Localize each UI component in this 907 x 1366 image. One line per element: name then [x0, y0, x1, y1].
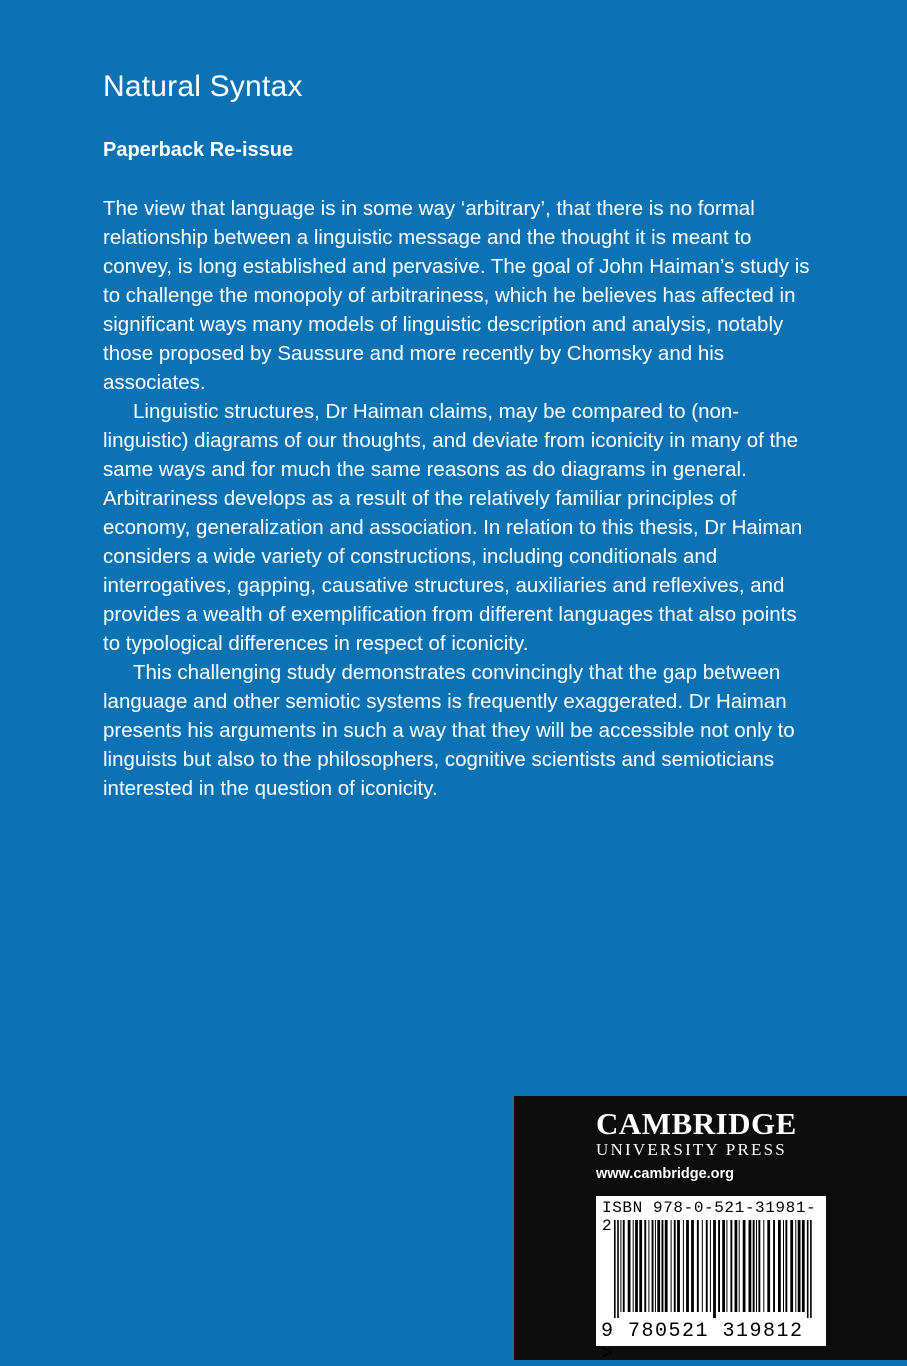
barcode-bar: [697, 1220, 699, 1312]
barcode-bar: [614, 1220, 616, 1318]
barcode-bar: [617, 1220, 619, 1318]
barcode-bar: [810, 1220, 812, 1318]
barcode-bar: [657, 1220, 660, 1312]
barcode-bar: [671, 1220, 672, 1312]
publisher-subname: UNIVERSITY PRESS: [596, 1140, 787, 1159]
barcode-bar: [639, 1220, 642, 1312]
barcode-bar: [686, 1220, 689, 1312]
barcode-bar: [718, 1220, 720, 1312]
barcode-bars: [596, 1218, 826, 1320]
barcode-bar: [702, 1220, 703, 1312]
barcode-bar: [726, 1220, 727, 1312]
barcode-bar: [730, 1220, 732, 1312]
barcode-bar: [735, 1220, 738, 1312]
barcode-bar: [662, 1220, 664, 1312]
barcode-bar: [802, 1220, 805, 1312]
barcode-bar: [756, 1220, 757, 1312]
blurb-text: [103, 194, 815, 803]
barcode-bar: [691, 1220, 694, 1312]
barcode-bar: [749, 1220, 752, 1312]
barcode-bar: [790, 1220, 793, 1312]
barcode-panel: [596, 1196, 826, 1366]
barcode-bar: [713, 1220, 716, 1318]
barcode-bar: [710, 1220, 711, 1312]
barcode-bar: [706, 1220, 708, 1312]
barcode-bar: [722, 1220, 725, 1312]
barcode-bar: [674, 1220, 676, 1312]
barcode-bar: [683, 1220, 684, 1312]
edition-subtitle: Paperback Re-issue: [103, 139, 294, 161]
barcode-bar: [648, 1220, 649, 1312]
blurb-paragraph-1: The view that language is in some way ‘arbitrary’, that there is no formal relationship between a linguistic message and the thought it is meant to convey, is long established and pervasive. The goal of John Haiman’s study is to challenge the monopoly of arbitrariness, which he believes has affected in significant ways many models of linguistic description and analysis, notably those proposed by Saussure and more recently by Chomsky and his associates.: [103, 197, 810, 394]
barcode-bar: [623, 1220, 625, 1312]
barcode-bar: [767, 1220, 770, 1312]
barcode-bar: [739, 1220, 740, 1312]
barcode-bar: [773, 1220, 775, 1312]
barcode-bar: [652, 1220, 654, 1312]
barcode-bar: [778, 1220, 781, 1312]
ean-digits: 9 780521 319812 >: [601, 1320, 804, 1366]
barcode-bar: [743, 1220, 746, 1312]
barcode-bar: [677, 1220, 680, 1312]
barcode-bar: [807, 1220, 809, 1318]
barcode-bar: [758, 1220, 760, 1312]
barcode-bar: [644, 1220, 646, 1312]
barcode-bar: [665, 1220, 668, 1312]
publisher-box: [514, 1096, 907, 1366]
blurb-paragraph-2: Linguistic structures, Dr Haiman claims, may be compared to (non-linguistic) diagrams of our thoughts, and deviate from iconicity in many of the same ways and for much the same reasons as do diagrams in general. Arbitrariness develops as a result of the relatively familiar principles of economy, generalization and association. In relation to this thesis, Dr Haiman considers a wide variety of constructions, including conditionals and interrogatives, gapping, causative structures, auxiliaries and reflexives, and provides a wealth of exemplification from different languages that also points to typological differences in respect of iconicity.: [103, 400, 803, 655]
barcode-bar: [633, 1220, 634, 1312]
barcode-bar: [763, 1220, 764, 1312]
barcode-bar: [628, 1220, 631, 1312]
barcode-bar: [655, 1220, 656, 1312]
barcode-bar: [620, 1220, 621, 1312]
barcode-bar: [795, 1220, 796, 1312]
barcode-bar: [635, 1220, 638, 1312]
blurb-paragraph-3: This challenging study demonstrates convincingly that the gap between language and other semiotic systems is frequently exaggerated. Dr Haiman presents his arguments in such a way that they will be accessible not only to linguists but also to the philosophers, cognitive scientists and semioticians interested in the question of iconicity.: [103, 661, 795, 800]
barcode-bar: [785, 1220, 787, 1312]
isbn-label: ISBN 978-0-521-31981-2: [602, 1199, 817, 1235]
barcode-bar: [783, 1220, 784, 1312]
barcode-bar: [798, 1220, 801, 1312]
publisher-name: CAMBRIDGE: [596, 1106, 797, 1141]
book-title: Natural Syntax: [103, 70, 303, 103]
publisher-url: www.cambridge.org: [596, 1166, 735, 1182]
barcode-bar: [753, 1220, 755, 1312]
